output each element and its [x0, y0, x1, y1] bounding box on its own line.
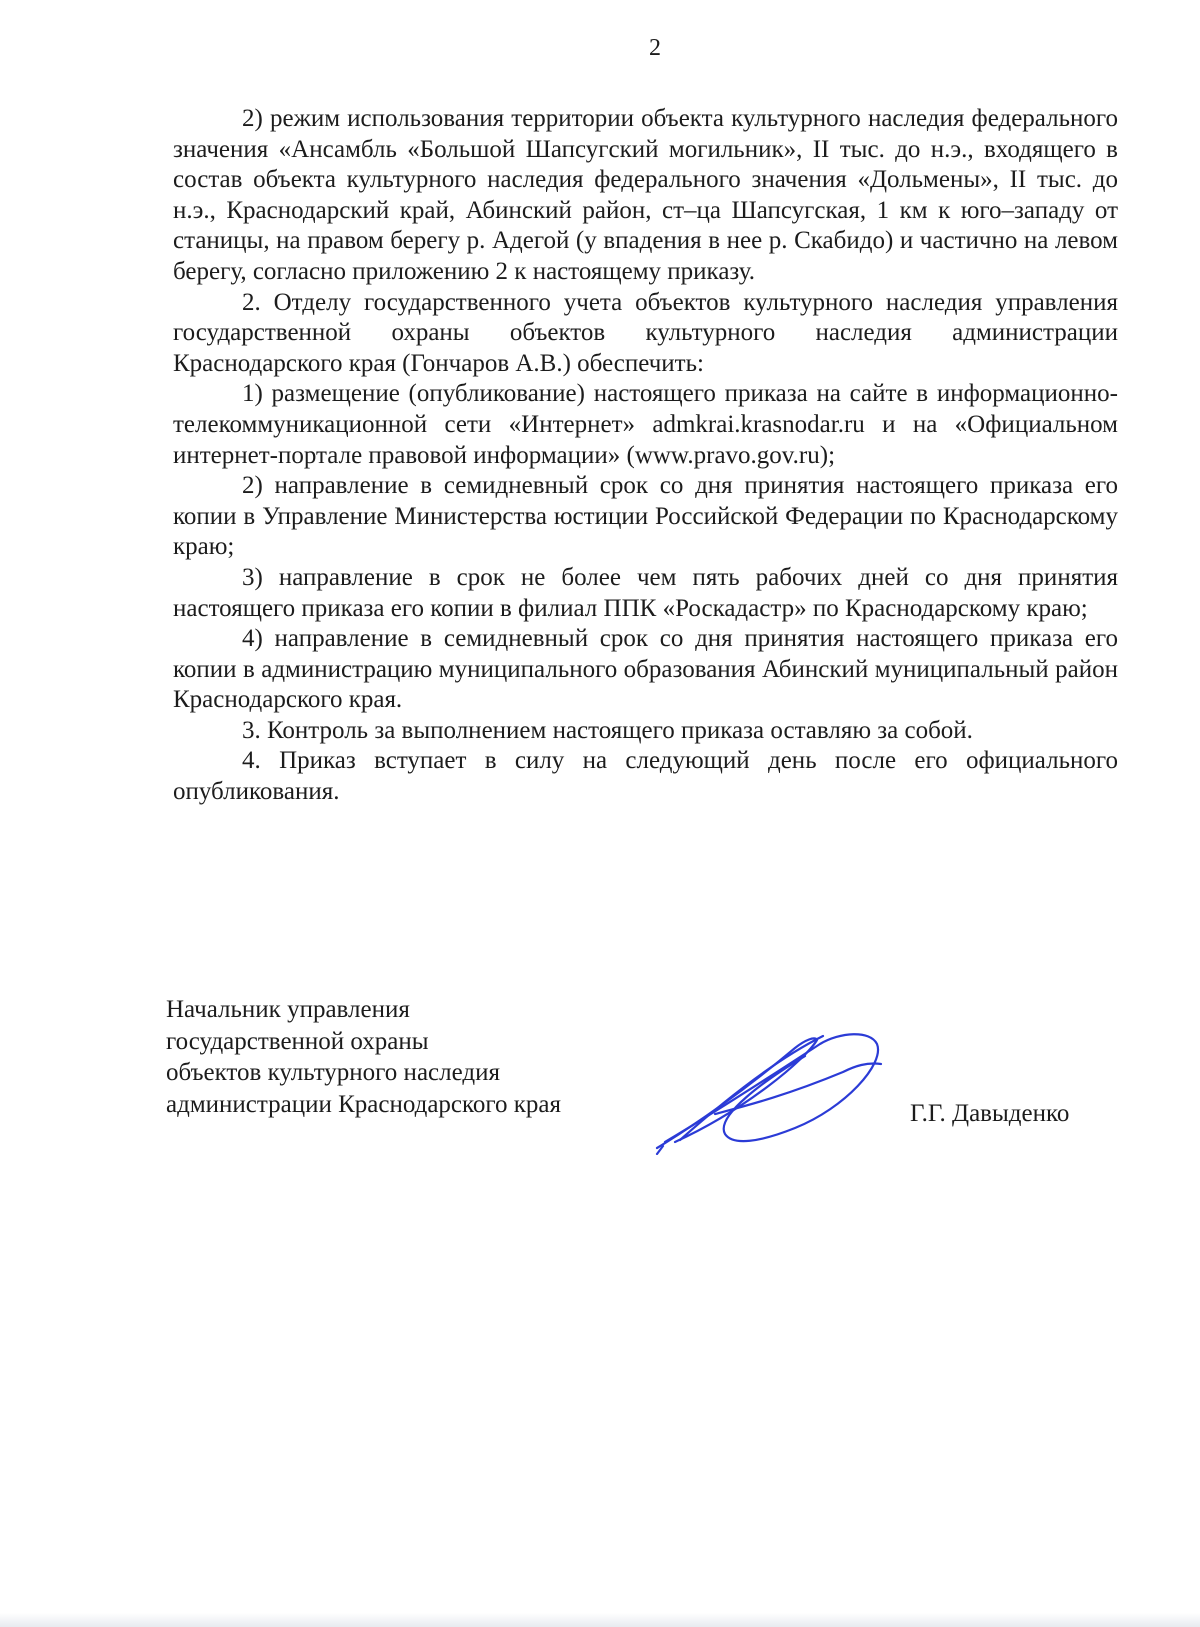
paragraph-control: 3. Контроль за выполнением настоящего приказа оставляю за собой. [242, 716, 973, 744]
signatory-position-line: Начальник управления [166, 996, 410, 1023]
paragraph-department-instruction: 2. Отделу государственного учета объектов культурного наследия управления государственной охраны объектов культурного наследия администрации Краснодарского края (Гончаров А.В.) обеспечить: [173, 288, 1118, 377]
paragraph-municipal-administration: 4) направление в семидневный срок со дня принятия настоящего приказа его копии в администрацию муниципального образования Абинский муниципальный район Краснодарского края. [173, 625, 1118, 714]
paragraph-roskadastr: 3) направление в срок не более чем пять рабочих дней со дня принятия настоящего приказа его копии в филиал ППК «Роскадастр» по Краснодарскому краю; [173, 563, 1118, 622]
signatory-name: Г.Г. Давыденко [910, 1100, 1070, 1127]
signature-icon [655, 1030, 890, 1155]
signatory-position-line: администрации Краснодарского края [166, 1090, 562, 1118]
paragraph-publication: 1) размещение (опубликование) настоящего приказа на сайте в информационно-телекоммуникационной сети «Интернет» admkrai.krasnodar.ru и на «Официальном интернет-портале правовой информации» (www.pravo.gov.ru); [173, 380, 1118, 469]
scan-edge-shading [0, 1613, 1200, 1627]
signatory-position-line: государственной охраны [166, 1027, 429, 1055]
document-body [173, 104, 1118, 808]
paragraph-justice-ministry: 2) направление в семидневный срок со дня принятия настоящего приказа его копии в Управление Министерства юстиции Российской Федерации по Краснодарскому краю; [173, 472, 1118, 561]
paragraph-effective-date: 4. Приказ вступает в силу на следующий день после его официального опубликования. [173, 747, 1118, 806]
paragraph-usage-regime: 2) режим использования территории объекта культурного наследия федерального значения «Ансамбль «Большой Шапсугский могильник», II тыс. до н.э., входящего в состав объекта культурного наследия федерального значения «Дольмены», II тыс. до н.э., Краснодарский край, Абинский район, ст–ца Шапсугская, 1 км к юго–западу от станицы, на правом берегу р. Адегой (у впадения в нее р. Скабидо) и частично на левом берегу, согласно приложению 2 к настоящему приказу. [173, 105, 1118, 285]
signatory-position-line: объектов культурного наследия [166, 1059, 500, 1086]
signatory-position [166, 994, 636, 1120]
page-number: 2 [649, 35, 661, 61]
